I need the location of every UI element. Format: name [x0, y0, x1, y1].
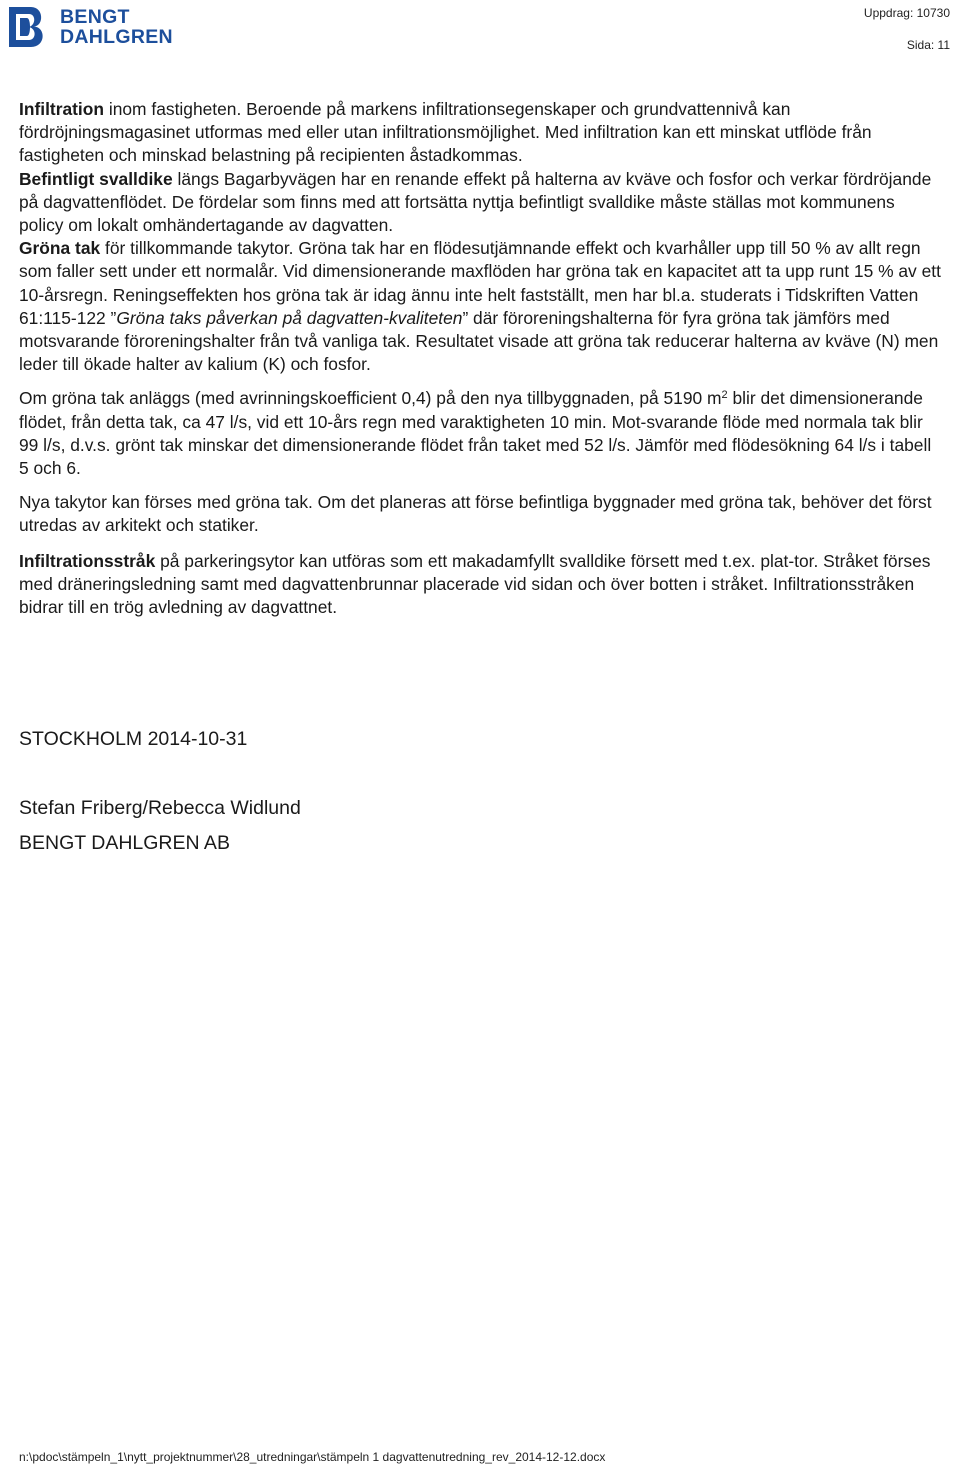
company-name: BENGT DAHLGREN AB — [19, 832, 230, 854]
paragraph-text: på parkeringsytor kan utföras som ett makadamfyllt svalldike försett med t.ex. plat-tor. Stråket förses med dräneringsledning samt med dagvattenbrunnar placerade vid sidan och över botten i stråket. Infiltrationsstråken bidrar till en trög avledning av dagvattnet. — [19, 550, 931, 618]
document-body — [19, 98, 941, 619]
assignment-number: Uppdrag: 10730 — [863, 6, 950, 20]
company-logo — [8, 5, 193, 49]
superscript: 2 — [721, 389, 728, 402]
bd-logo-mark-icon — [8, 5, 54, 49]
paragraph-infiltration — [19, 98, 941, 168]
paragraph-lead: Gröna tak — [19, 238, 101, 259]
logo-line-bengt: BENGT — [60, 6, 130, 28]
place-date: STOCKHOLM 2014-10-31 — [19, 728, 248, 750]
logo-line-dahlgren: DAHLGREN — [60, 26, 173, 48]
page-number: Sida: 11 — [906, 38, 950, 52]
paragraph-lead: Befintligt svalldike — [19, 168, 173, 189]
paragraph-text: ” där föroreningshalterna för fyra gröna tak jämförs med motsvarande föroreningshalter från två vanliga tak. Resultatet visade att gröna tak reducerar halterna av kväve (N) men leder till ökade halter av kalium (K) och fosfor. — [19, 307, 939, 375]
paragraph-text: inom fastigheten. Beroende på markens infiltrationsegenskaper och grundvattennivå kan fördröjningsmagasinet utformas med eller utan infiltrationsmöjlighet. Med infiltration kan ett minskat utflöde från fastigheten och minskad belastning på recipienten åstadkommas. — [19, 99, 872, 166]
paragraph-lead: Infiltrationsstråk — [19, 550, 156, 571]
author-names: Stefan Friberg/Rebecca Widlund — [19, 797, 301, 819]
paragraph-calculation — [19, 387, 941, 480]
paragraph-text: blir det dimensionerande flödet, från detta tak, ca 47 l/s, vid ett 10-års regn med varaktigheten 10 min. Mot-svarande flöde med normala tak blir 99 l/s, d.v.s. grönt tak minskar det dimensionerande flödet från taket med 52 l/s. Jämför med flödesökning 64 l/s i tabell 5 och 6. — [19, 388, 932, 479]
article-title: Gröna taks påverkan på dagvatten-kvaliteten — [116, 307, 463, 328]
paragraph-text: längs Bagarbyvägen har en renande effekt på halterna av kväve och fosfor och verkar fördröjande på dagvattenflödet. De fördelar som finns med att fortsätta nyttja befintligt svalldike måste ställas mot kommunens policy om lokalt omhändertagande av dagvatten. — [19, 168, 932, 236]
paragraph-infiltrationsstrak — [19, 550, 941, 620]
paragraph-text: för tillkommande takytor. Gröna tak har en flödesutjämnande effekt och kvarhåller upp till 50 % av allt regn som faller sett under ett normalår. Vid dimensionerande maxflöden har gröna tak en kapacitet att ta upp runt 15 % av ett 10-årsregn. Reningseffekten hos gröna tak är idag ännu inte helt fastställt, men har bl.a. studerats i Tidskriften Vatten 61:115-122 ” — [19, 238, 941, 328]
paragraph-svalldike — [19, 168, 941, 238]
paragraph-text: Om gröna tak anläggs (med avrinningskoefficient 0,4) på den nya tillbyggnaden, på 5190 m — [19, 388, 722, 409]
paragraph-text: Nya takytor kan förses med gröna tak. Om det planeras att förse befintliga byggnader med gröna tak, behöver det först utredas av arkitekt och statiker. — [19, 492, 932, 536]
paragraph-lead: Infiltration — [19, 99, 105, 119]
paragraph-grona-tak — [19, 237, 941, 376]
file-path-footer: n:\pdoc\stämpeln_1\nytt_projektnummer\28_utredningar\stämpeln 1 dagvattenutredning_rev_2014-12-12.docx — [19, 1450, 606, 1464]
paragraph-new-roofs — [19, 491, 941, 537]
